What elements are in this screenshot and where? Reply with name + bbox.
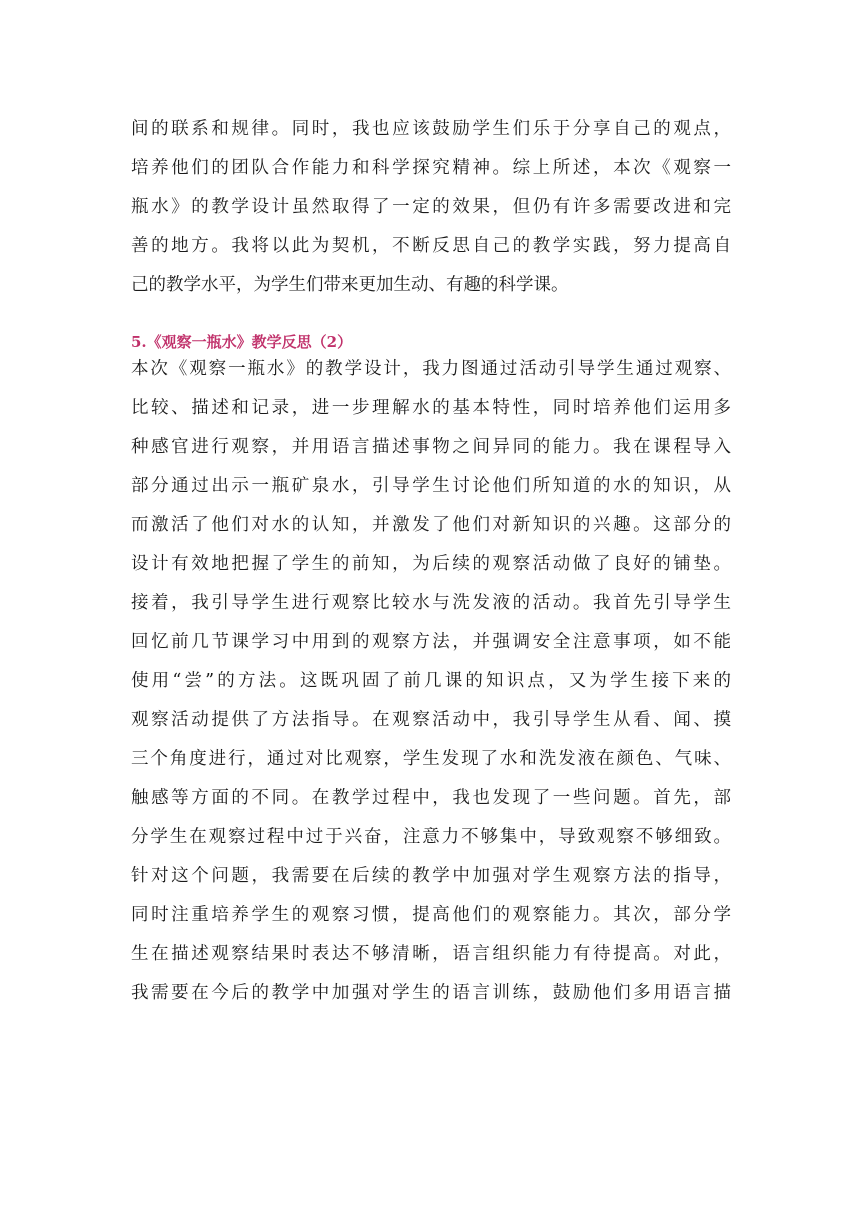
text-line: 触感等方面的不同。在教学过程中，我也发现了一些问题。首先，部 bbox=[131, 788, 731, 808]
text-line: 针对这个问题，我需要在后续的教学中加强对学生观察方法的指导， bbox=[131, 866, 731, 886]
text-line: 而激活了他们对水的认知，并激发了他们对新知识的兴趣。这部分的 bbox=[131, 515, 731, 535]
text-line: 己的教学水平，为学生们带来更加生动、有趣的科学课。 bbox=[131, 275, 569, 295]
text-line: 瓶水》的教学设计虽然取得了一定的效果，但仍有许多需要改进和完 bbox=[131, 197, 731, 217]
text-line: 分学生在观察过程中过于兴奋，注意力不够集中，导致观察不够细致。 bbox=[131, 827, 731, 847]
text-line: 培养他们的团队合作能力和科学探究精神。综上所述，本次《观察一 bbox=[131, 158, 731, 178]
text-line: 回忆前几节课学习中用到的观察方法，并强调安全注意事项，如不能 bbox=[131, 632, 731, 652]
text-line: 同时注重培养学生的观察习惯，提高他们的观察能力。其次，部分学 bbox=[131, 905, 731, 925]
text-line: 设计有效地把握了学生的前知，为后续的观察活动做了良好的铺垫。 bbox=[131, 554, 731, 574]
text-line: 部分通过出示一瓶矿泉水，引导学生讨论他们所知道的水的知识，从 bbox=[131, 476, 731, 496]
text-line: 间的联系和规律。同时，我也应该鼓励学生们乐于分享自己的观点， bbox=[131, 119, 731, 139]
text-line: 比较、描述和记录，进一步理解水的基本特性，同时培养他们运用多 bbox=[131, 398, 731, 418]
text-line: 三个角度进行，通过对比观察，学生发现了水和洗发液在颜色、气味、 bbox=[131, 749, 731, 769]
text-line: 我需要在今后的教学中加强对学生的语言训练，鼓励他们多用语言描 bbox=[131, 983, 731, 1003]
text-line: 本次《观察一瓶水》的教学设计，我力图通过活动引导学生通过观察、 bbox=[131, 359, 731, 379]
text-line: 生在描述观察结果时表达不够清晰，语言组织能力有待提高。对此， bbox=[131, 944, 731, 964]
text-line: 种感官进行观察，并用语言描述事物之间异同的能力。我在课程导入 bbox=[131, 437, 731, 457]
text-line: 观察活动提供了方法指导。在观察活动中，我引导学生从看、闻、摸 bbox=[131, 710, 731, 730]
text-line: 使用“尝”的方法。这既巩固了前几课的知识点，又为学生接下来的 bbox=[131, 671, 731, 691]
section-heading: 5.《观察一瓶水》教学反思（2） bbox=[131, 333, 353, 351]
text-line: 善的地方。我将以此为契机，不断反思自己的教学实践，努力提高自 bbox=[131, 236, 731, 256]
text-line: 接着，我引导学生进行观察比较水与洗发液的活动。我首先引导学生 bbox=[131, 593, 731, 613]
